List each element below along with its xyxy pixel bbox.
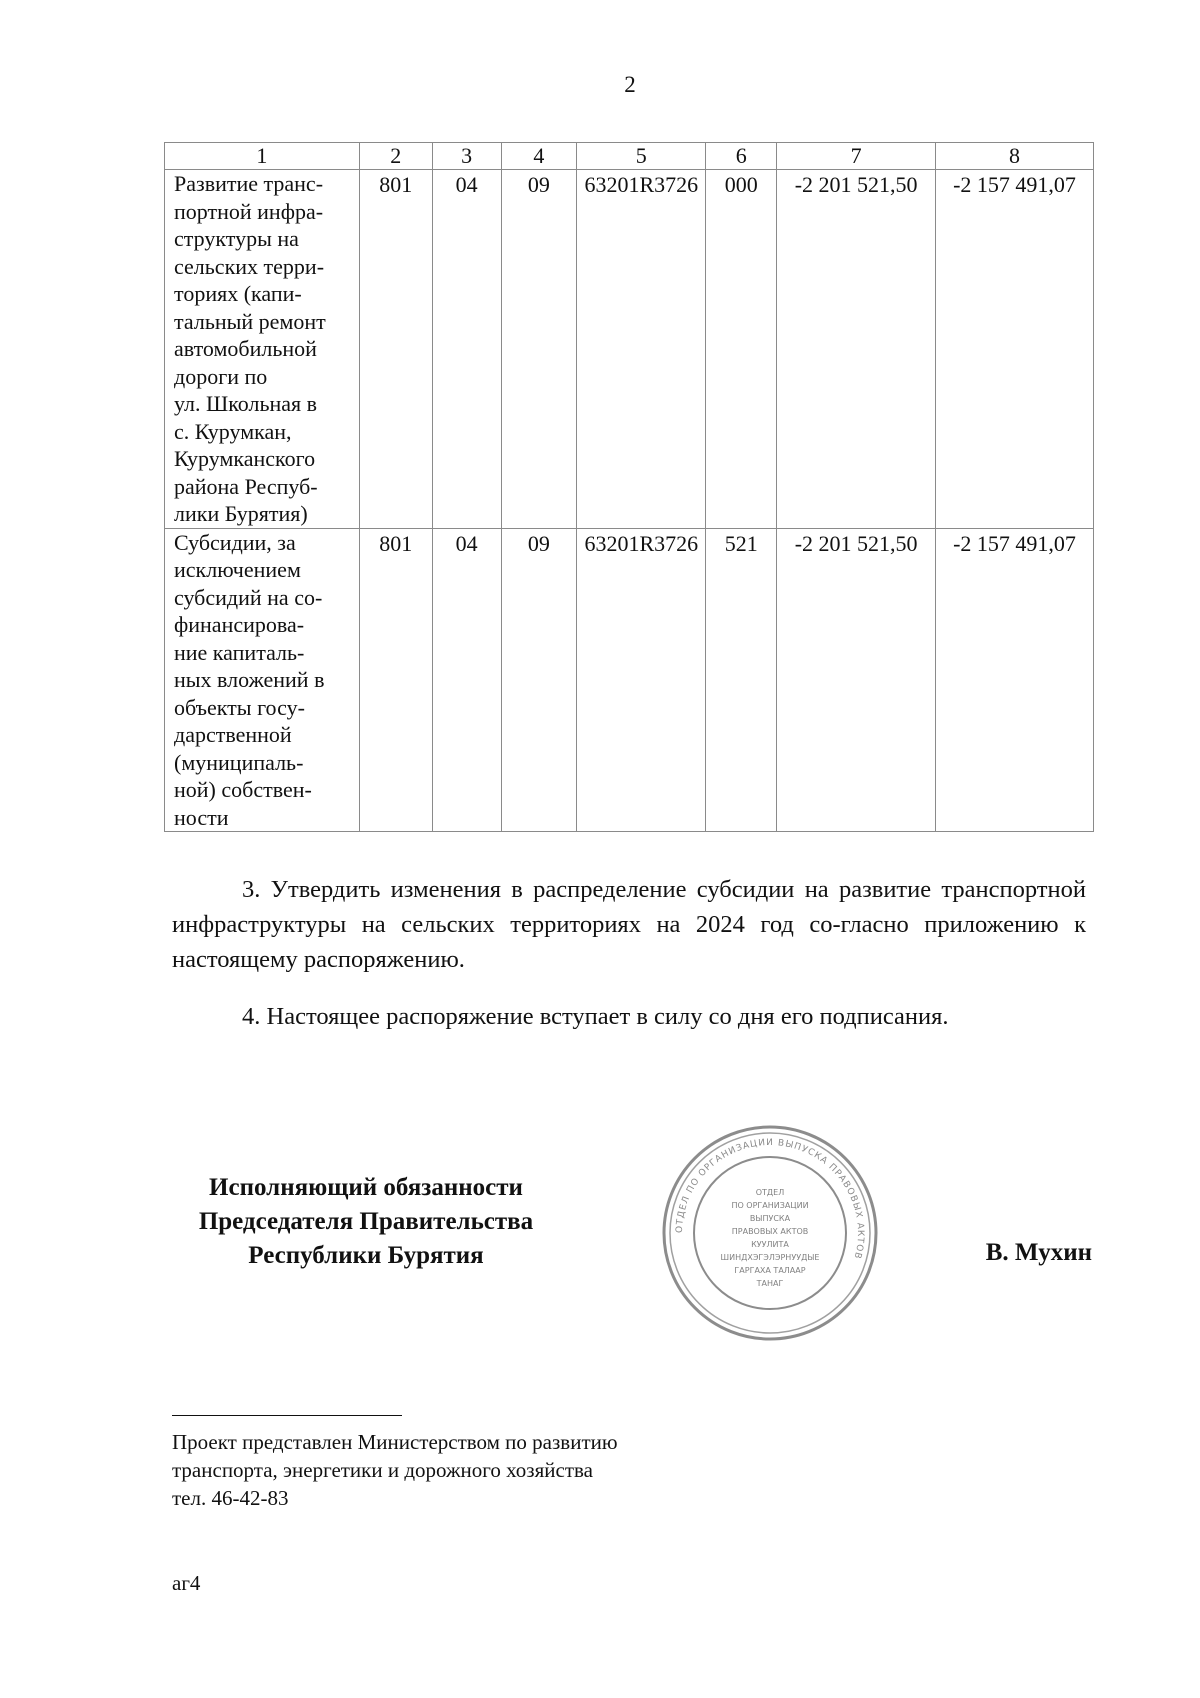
name-line: ние капиталь- [174, 639, 305, 665]
name-line: Субсидии, за [174, 529, 296, 555]
amount-cell: -2 157 491,07 [936, 528, 1094, 832]
paragraph-3-text: 3. Утвердить изменения в распределение субсидии на развитие транспортной инфраструктуры на сельских территориях на 2024 год со-гласно приложению к настоящему распоряжению. [172, 876, 1086, 973]
footnote-divider [172, 1415, 402, 1416]
name-line: с. Курумкан, [174, 418, 292, 444]
svg-text:ШИНДХЭГЭЛЭРНУУДЫЕ: ШИНДХЭГЭЛЭРНУУДЫЕ [720, 1253, 820, 1262]
signatory-name: В. Мухин [985, 1239, 1092, 1266]
col-header: 7 [777, 143, 936, 170]
signatory-title [156, 1171, 576, 1273]
name-line: автомобильной [174, 336, 317, 361]
amount-cell: -2 201 521,50 [777, 170, 936, 529]
amount-cell: -2 201 521,50 [777, 528, 936, 832]
svg-text:ГАРГАХА ТАЛААР: ГАРГАХА ТАЛААР [734, 1266, 806, 1275]
row-name-cell [165, 528, 360, 832]
name-line: ной) собствен- [174, 777, 312, 802]
svg-text:ПРАВОВЫХ АКТОВ: ПРАВОВЫХ АКТОВ [731, 1227, 809, 1236]
svg-text:КУУЛИТА: КУУЛИТА [751, 1240, 789, 1249]
table-row [165, 170, 1094, 529]
stamp-outer-text: ОТДЕЛ ПО ОРГАНИЗАЦИИ ВЫПУСКА ПРАВОВЫХ АКТОВ [674, 1137, 866, 1261]
expense-type-cell: 521 [706, 528, 777, 832]
name-line: ториях (капи- [174, 281, 302, 306]
expense-type-cell: 000 [706, 170, 777, 529]
target-article-cell: 63201R3726 [577, 528, 706, 832]
name-line: (муниципаль- [174, 749, 304, 775]
svg-text:ТАНАГ: ТАНАГ [756, 1279, 784, 1288]
footnote [172, 1428, 618, 1512]
name-line: финансирова- [174, 612, 305, 637]
name-line: структуры на [174, 226, 299, 251]
row-name-cell [165, 170, 360, 529]
section-cell: 04 [432, 170, 501, 529]
col-header: 1 [165, 143, 360, 170]
name-line: дороги по [174, 363, 268, 389]
signatory-title-line: Председателя Правительства [198, 1208, 534, 1235]
official-stamp [660, 1123, 880, 1343]
table-header-row [165, 143, 1094, 170]
col-header: 8 [936, 143, 1094, 170]
name-line: портной инфра- [174, 198, 324, 224]
name-line: ности [174, 804, 229, 830]
document-code: аг4 [172, 1571, 201, 1595]
footnote-line: Проект представлен Министерством по развитию [172, 1430, 618, 1454]
subsection-cell: 09 [501, 170, 577, 529]
section-cell: 04 [432, 528, 501, 832]
name-line: Курумканского [174, 446, 316, 471]
name-line: Развитие транс- [174, 171, 324, 196]
signatory-title-line: Республики Бурятия [248, 1242, 484, 1269]
col-header: 5 [577, 143, 706, 170]
name-line: сельских терри- [174, 253, 325, 279]
name-line: ул. Школьная в [174, 391, 318, 416]
paragraph-4-text: 4. Настоящее распоряжение вступает в силу со дня его подписания. [242, 1003, 949, 1030]
svg-text:ВЫПУСКА: ВЫПУСКА [749, 1214, 791, 1223]
paragraph-4 [172, 999, 1086, 1034]
col-header: 6 [706, 143, 777, 170]
target-article-cell: 63201R3726 [577, 170, 706, 529]
name-line: лики Бурятия) [174, 501, 308, 526]
stamp-center-text [721, 1188, 820, 1288]
name-line: объекты госу- [174, 694, 305, 720]
name-line: ных вложений в [174, 667, 325, 692]
svg-text:ОТДЕЛ: ОТДЕЛ [755, 1188, 785, 1197]
amount-cell: -2 157 491,07 [936, 170, 1094, 529]
name-line: тальный ремонт [174, 308, 326, 334]
budget-table [164, 142, 1094, 832]
col-header: 4 [501, 143, 577, 170]
svg-text:ПО ОРГАНИЗАЦИИ: ПО ОРГАНИЗАЦИИ [731, 1201, 809, 1210]
signatory-title-line: Исполняющий обязанности [209, 1174, 523, 1201]
page-number: 2 [624, 72, 636, 97]
name-line: района Респуб- [174, 473, 318, 499]
paragraph-3 [172, 872, 1086, 977]
col-header: 2 [359, 143, 432, 170]
col-header: 3 [432, 143, 501, 170]
footnote-line: транспорта, энергетики и дорожного хозяйства [172, 1458, 593, 1482]
grbs-cell: 801 [359, 528, 432, 832]
name-line: дарственной [174, 722, 292, 747]
subsection-cell: 09 [501, 528, 577, 832]
name-line: исключением [174, 557, 301, 582]
name-line: субсидий на со- [174, 584, 323, 610]
footnote-line: тел. 46-42-83 [172, 1486, 289, 1510]
table-row [165, 528, 1094, 832]
grbs-cell: 801 [359, 170, 432, 529]
